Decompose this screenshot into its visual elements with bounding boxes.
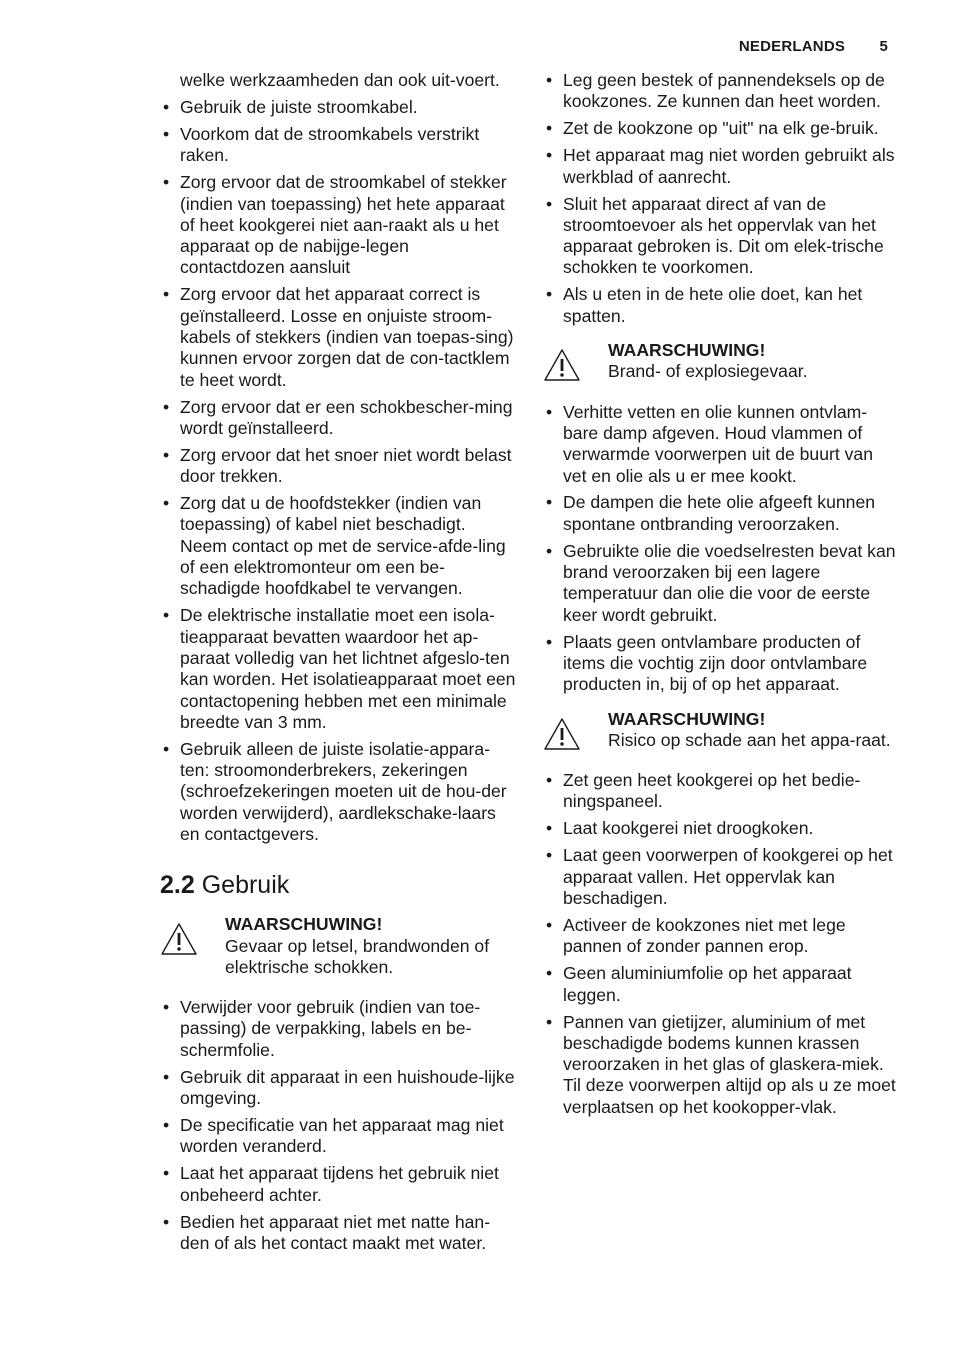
warning-text: Risico op schade aan het appa-raat. — [608, 729, 891, 750]
right-column — [543, 70, 899, 1124]
list-item: • Pannen van gietijzer, aluminium of met beschadigde bodems kunnen krassen veroorzaken in het glas of glaskera-miek. Til deze voorwerpen altijd op als u ze moet verplaatsen op het kookopper-vlak. — [546, 1011, 896, 1117]
list-item: • Laat geen voorwerpen of kookgerei op het apparaat vallen. Het oppervlak kan beschadigen. — [546, 845, 893, 908]
warning-box — [160, 914, 516, 978]
warning-title: WAARSCHUWING! — [608, 340, 766, 361]
list-item: • Bedien het apparaat niet met natte han-den of als het contact maakt met water. — [163, 1211, 491, 1253]
bullet-list-electrical — [160, 97, 516, 845]
warning-triangle-icon — [543, 348, 581, 382]
list-item: • Activeer de kookzones niet met lege pannen of zonder pannen erop. — [546, 914, 846, 957]
list-item: • Zorg ervoor dat de stroomkabel of stekker (indien van toepassing) het hete apparaat of heet kookgerei niet aan-raakt als u het apparaat op de nabijge-legen contactdozen aansluit — [163, 172, 507, 278]
list-item: • Zorg ervoor dat het snoer niet wordt belast door trekken. — [163, 444, 512, 487]
page-header — [739, 38, 888, 55]
section-heading — [160, 870, 516, 900]
list-item: • Het apparaat mag niet worden gebruikt als werkblad of aanrecht. — [546, 145, 895, 187]
warning-triangle-icon — [160, 922, 198, 956]
list-item: • Gebruik de juiste stroomkabel. — [163, 96, 418, 117]
list-item: • Plaats geen ontvlambare producten of items die vochtig zijn door ontvlambare producten in, bij of op het apparaat. — [546, 631, 868, 695]
continued-text: welke werkzaamheden dan ook uit-voert. — [180, 70, 500, 90]
list-item: • De elektrische installatie moet een isola-tieapparaat bevatten waardoor het ap-paraat volledig van het lichtnet afgeslo-ten kan worden. Het isolatieapparaat moet een contactopening hebben met een minimale breedte van 3 mm. — [163, 605, 516, 732]
warning-text: Gevaar op letsel, brandwonden of elektrische schokken. — [225, 935, 490, 977]
warning-box — [543, 709, 899, 752]
language-label: NEDERLANDS — [738, 38, 846, 55]
list-item: • Verwijder voor gebruik (indien van toe-passing) de verpakking, labels en be-schermfolie. — [163, 997, 481, 1060]
list-item: • Leg geen bestek of pannendeksels op de kookzones. Ze kunnen dan heet worden. — [546, 70, 885, 112]
warning-box — [543, 340, 899, 383]
list-item: • Zet geen heet kookgerei op het bedie-ningspaneel. — [546, 770, 861, 812]
warning-title: WAARSCHUWING! — [225, 914, 383, 935]
warning-text: Brand- of explosiegevaar. — [608, 361, 808, 382]
list-item: • Gebruikte olie die voedselresten bevat kan brand veroorzaken bij een lagere temperatuur dan olie die voor de eerste keer wordt gebruikt. — [546, 540, 896, 625]
list-item: • Geen aluminiumfolie op het apparaat leggen. — [546, 963, 852, 1005]
bullet-list-usage — [160, 997, 516, 1254]
section-number: 2.2 — [160, 871, 195, 900]
list-item: • Voorkom dat de stroomkabels verstrikt raken. — [163, 123, 480, 166]
list-item: • Gebruik dit apparaat in een huishoude-lijke omgeving. — [163, 1066, 515, 1109]
list-item: • Zet de kookzone op "uit" na elk ge-bruik. — [546, 118, 879, 139]
list-item: • Als u eten in de hete olie doet, kan het spatten. — [546, 284, 863, 326]
list-item: • Zorg ervoor dat er een schokbescher-ming wordt geïnstalleerd. — [163, 396, 513, 438]
list-item: • De dampen die hete olie afgeeft kunnen spontane ontbranding veroorzaken. — [546, 492, 876, 534]
list-item: • Verhitte vetten en olie kunnen ontvlam-bare damp afgeven. Houd vlammen of verwarmde voorwerpen uit de buurt van vet en olie als u er mee kookt. — [546, 401, 874, 486]
list-item: • Zorg dat u de hoofdstekker (indien van toepassing) of kabel niet beschadigt. Neem contact op met de service-afde-ling of een elektromonteur om een be-schadigde hoofdkabel te vervangen. — [163, 493, 506, 599]
bullet-list-cookzones — [543, 70, 899, 327]
page-number: 5 — [879, 38, 888, 55]
warning-title: WAARSCHUWING! — [608, 708, 766, 729]
list-item: • De specificatie van het apparaat mag niet worden veranderd. — [163, 1115, 504, 1157]
warning-triangle-icon — [543, 717, 581, 751]
bullet-list-damage — [543, 770, 899, 1118]
list-item: • Sluit het apparaat direct af van de stroomtoevoer als het oppervlak van het apparaat gebroken is. Dit om elek-trische schokken te voorkomen. — [546, 193, 884, 278]
list-item: • Gebruik alleen de juiste isolatie-appara-ten: stroomonderbrekers, zekeringen (schroefzekeringen moeten uit de hou-der worden verwijderd), aardlekschake-laars en contactgevers. — [163, 738, 507, 844]
section-title: Gebruik — [201, 871, 290, 900]
list-item: • Zorg ervoor dat het apparaat correct is geïnstalleerd. Losse en onjuiste stroom-kabels of stekkers (indien van toepas-sing) kunnen ervoor zorgen dat de con-tactklem te heet wordt. — [163, 284, 514, 390]
left-column — [160, 70, 516, 1260]
bullet-list-oil — [543, 402, 899, 696]
list-item: • Laat kookgerei niet droogkoken. — [546, 818, 814, 839]
list-item: • Laat het apparaat tijdens het gebruik niet onbeheerd achter. — [163, 1163, 499, 1205]
